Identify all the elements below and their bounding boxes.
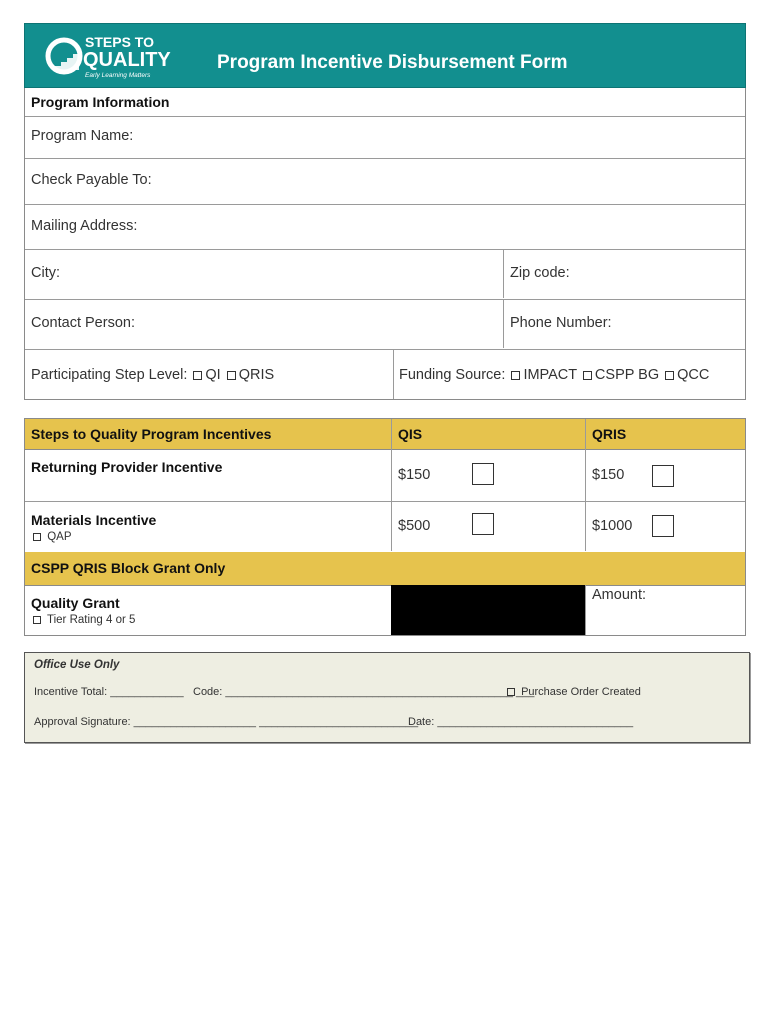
contact-person-field[interactable]: [25, 299, 503, 348]
qap-label: QAP: [47, 531, 72, 543]
program-info-heading-row: [25, 88, 745, 117]
materials-qis-checkbox[interactable]: [472, 513, 494, 535]
option-qi: QI: [205, 367, 221, 383]
program-name-field[interactable]: [25, 116, 745, 159]
form-header: [24, 23, 746, 88]
option-impact: IMPACT: [523, 367, 577, 383]
amount-field[interactable]: [586, 585, 745, 635]
materials-qris-checkbox[interactable]: [652, 515, 674, 537]
incentives-header-row: [25, 419, 745, 450]
quality-grant-label: Quality Grant: [31, 595, 120, 611]
tier-rating-label: Tier Rating 4 or 5: [47, 614, 136, 626]
qris-col-heading: QRIS: [592, 426, 627, 442]
returning-provider-row: [25, 450, 745, 502]
check-payable-label: Check Payable To:: [31, 172, 152, 188]
option-cspp-bg: CSPP BG: [594, 367, 660, 383]
program-info-heading: Program Information: [31, 94, 170, 110]
materials-qris-amount: $1000: [592, 518, 633, 534]
tier-rating-option: [31, 614, 135, 626]
incentives-col-heading: Steps to Quality Program Incentives: [31, 426, 272, 442]
approval-signature-field[interactable]: Approval Signature: ____________________ __________________________: [34, 716, 419, 728]
phone-label: Phone Number:: [510, 315, 612, 331]
form-title: Program Incentive Disbursement Form: [217, 52, 568, 73]
checkbox-qap[interactable]: [33, 533, 41, 541]
checkbox-qcc[interactable]: [665, 371, 674, 380]
step-level-group: [31, 367, 274, 383]
level-funding-row: [25, 349, 745, 399]
returning-qris-amount: $150: [592, 467, 625, 483]
checkbox-qris[interactable]: [227, 371, 236, 380]
returning-qis-amount: $150: [398, 467, 431, 483]
city-label: City:: [31, 265, 60, 281]
option-qris: QRIS: [238, 367, 275, 383]
logo-text-main: QUALITY: [83, 49, 171, 71]
city-field[interactable]: [25, 249, 503, 298]
incentive-total-field[interactable]: Incentive Total: ____________: [34, 686, 184, 698]
checkbox-cspp-bg[interactable]: [583, 371, 592, 380]
steps-to-quality-logo: [45, 32, 175, 82]
po-created-option: [505, 686, 641, 698]
materials-qis-amount: $500: [398, 518, 431, 534]
office-use-box: [24, 652, 750, 743]
mailing-address-field[interactable]: [25, 204, 745, 250]
cspp-heading-row: [25, 552, 745, 586]
redacted-cell: [391, 585, 585, 635]
mailing-address-label: Mailing Address:: [31, 218, 138, 234]
incentives-section: [24, 418, 746, 636]
contact-phone-row: [25, 299, 745, 350]
city-zip-row: [25, 249, 745, 300]
funding-source-group: [399, 367, 709, 383]
zip-label: Zip code:: [510, 265, 570, 281]
date-field[interactable]: Date: ________________________________: [408, 716, 634, 728]
contact-person-label: Contact Person:: [31, 315, 135, 331]
materials-row: [25, 501, 745, 553]
checkbox-po-created[interactable]: [507, 688, 515, 696]
logo-tagline: Early Learning Matters: [85, 72, 151, 79]
office-use-heading: Office Use Only: [34, 659, 120, 671]
returning-qis-checkbox[interactable]: [472, 463, 494, 485]
checkbox-impact[interactable]: [511, 371, 520, 380]
checkbox-qi[interactable]: [193, 371, 202, 380]
materials-label: Materials Incentive: [31, 512, 157, 528]
program-information-section: [24, 88, 746, 400]
qis-col-heading: QIS: [398, 426, 423, 442]
check-payable-field[interactable]: [25, 158, 745, 205]
cspp-heading: CSPP QRIS Block Grant Only: [31, 560, 226, 576]
zip-field[interactable]: [504, 249, 745, 298]
returning-qris-checkbox[interactable]: [652, 465, 674, 487]
funding-source-label: Funding Source:: [399, 367, 506, 383]
program-name-label: Program Name:: [31, 128, 134, 144]
checkbox-tier-rating[interactable]: [33, 616, 41, 624]
divider: [393, 349, 394, 399]
quality-grant-row: [25, 585, 745, 635]
logo-text-top: STEPS TO: [85, 34, 154, 50]
code-field[interactable]: Code: _______________________________________________ ___: [193, 686, 535, 698]
phone-field[interactable]: [504, 299, 745, 348]
returning-provider-label: Returning Provider Incentive: [31, 459, 223, 475]
po-created-label: Purchase Order Created: [521, 686, 641, 698]
amount-label: Amount:: [592, 587, 646, 603]
qap-option: [31, 531, 72, 543]
option-qcc: QCC: [677, 367, 710, 383]
step-level-label: Participating Step Level:: [31, 367, 188, 383]
